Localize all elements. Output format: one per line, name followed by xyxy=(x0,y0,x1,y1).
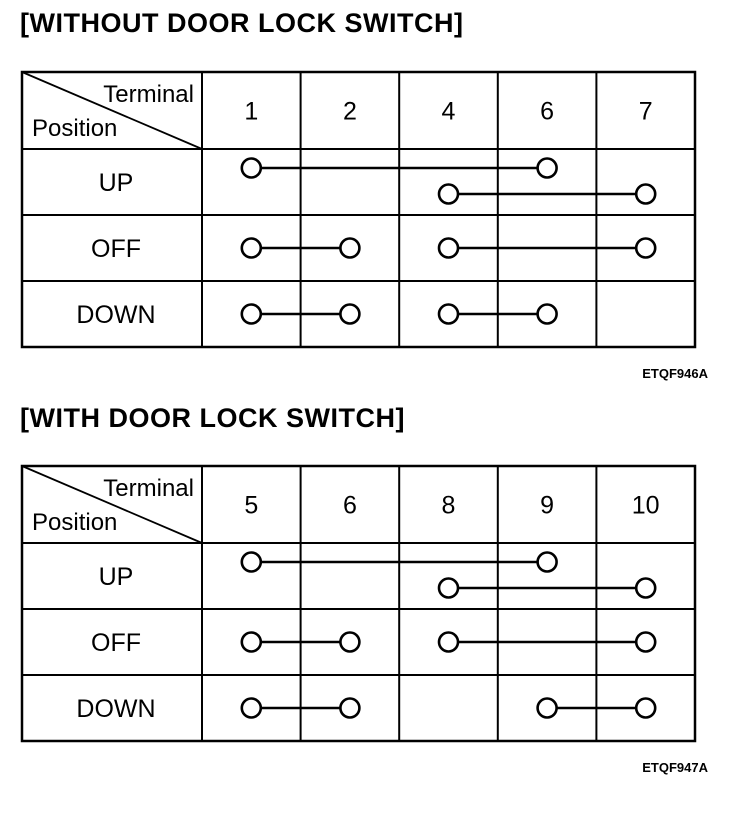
terminal-number-9: 9 xyxy=(540,491,555,520)
terminal-number-2: 2 xyxy=(342,97,357,126)
header-terminal-label: Terminal xyxy=(103,81,194,108)
terminal-number-4: 4 xyxy=(441,97,456,126)
position-label-up: UP xyxy=(98,563,134,591)
terminal-number-6: 6 xyxy=(342,491,357,520)
header-position-label: Position xyxy=(32,509,118,536)
position-label-off: OFF xyxy=(91,629,141,657)
diagram-code-without-door-lock: ETQF946A xyxy=(642,366,708,381)
terminal-contact xyxy=(538,553,557,572)
terminal-number-10: 10 xyxy=(631,491,660,520)
terminal-contact xyxy=(439,239,458,258)
terminal-number-1: 1 xyxy=(244,97,259,126)
terminal-contact xyxy=(538,305,557,324)
position-label-up: UP xyxy=(98,169,134,197)
terminal-contact xyxy=(242,553,261,572)
terminal-contact xyxy=(636,699,655,718)
terminal-contact xyxy=(636,185,655,204)
terminal-contact xyxy=(242,305,261,324)
terminal-contact xyxy=(242,633,261,652)
position-label-off: OFF xyxy=(91,235,141,263)
switch-table-with-door-lock xyxy=(0,464,752,744)
terminal-contact xyxy=(340,699,359,718)
terminal-contact xyxy=(340,305,359,324)
switch-table-without-door-lock xyxy=(0,70,752,350)
terminal-contact xyxy=(439,305,458,324)
terminal-number-7: 7 xyxy=(638,97,653,126)
terminal-contact xyxy=(439,185,458,204)
terminal-contact xyxy=(340,633,359,652)
terminal-contact xyxy=(439,633,458,652)
section-title-without-door-lock: [WITHOUT DOOR LOCK SWITCH] xyxy=(20,8,464,38)
terminal-contact xyxy=(636,239,655,258)
diagram-code-with-door-lock: ETQF947A xyxy=(642,760,708,775)
terminal-contact xyxy=(538,159,557,178)
position-label-down: DOWN xyxy=(76,695,156,723)
position-label-down: DOWN xyxy=(76,301,156,329)
terminal-contact xyxy=(242,699,261,718)
header-position-label: Position xyxy=(32,115,118,142)
terminal-contact xyxy=(242,159,261,178)
header-terminal-label: Terminal xyxy=(103,475,194,502)
terminal-contact xyxy=(242,239,261,258)
terminal-number-8: 8 xyxy=(441,491,456,520)
terminal-contact xyxy=(340,239,359,258)
section-title-with-door-lock: [WITH DOOR LOCK SWITCH] xyxy=(20,403,405,433)
terminal-contact xyxy=(636,579,655,598)
terminal-number-5: 5 xyxy=(244,491,259,520)
terminal-contact xyxy=(538,699,557,718)
terminal-number-6: 6 xyxy=(540,97,555,126)
terminal-contact xyxy=(636,633,655,652)
terminal-contact xyxy=(439,579,458,598)
